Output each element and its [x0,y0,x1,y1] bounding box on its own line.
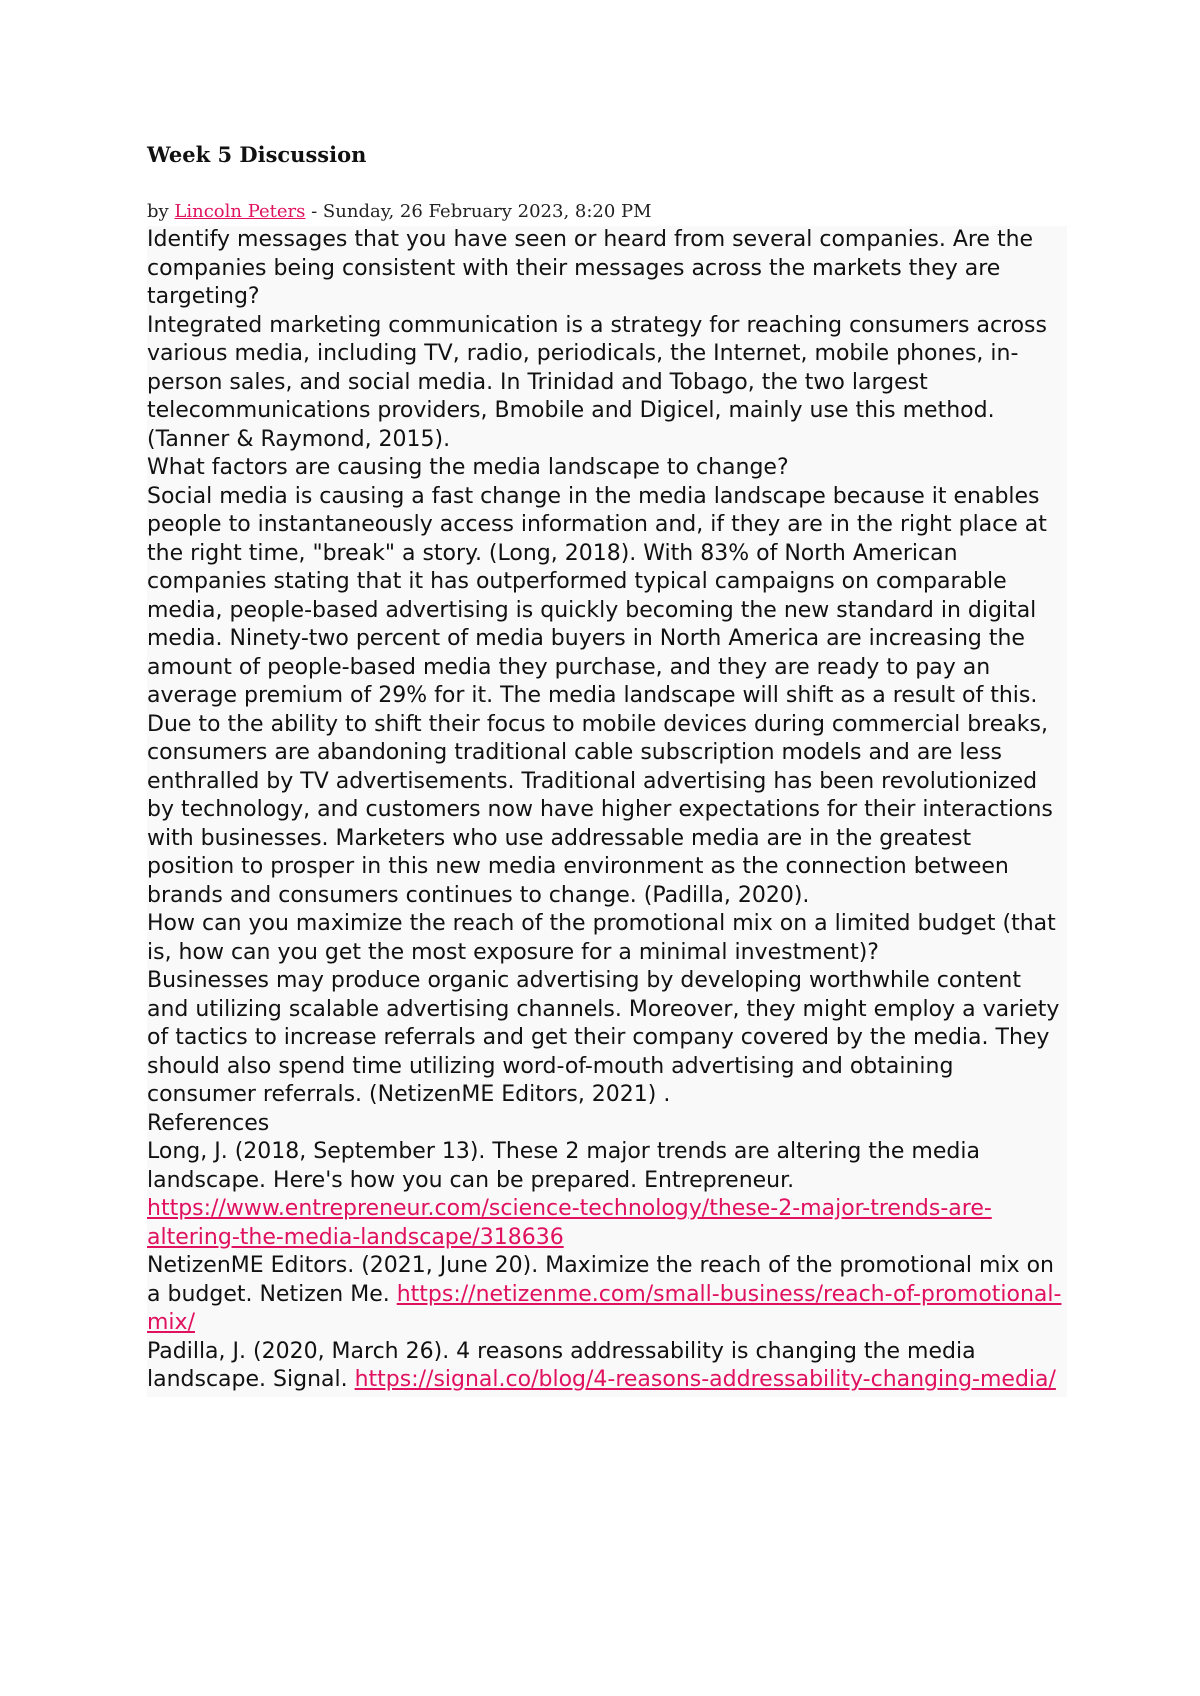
post-date: - Sunday, 26 February 2023, 8:20 PM [305,201,652,222]
reference-1-text: Long, J. (2018, September 13). These 2 major trends are altering the media landscape. Here's how you can be prepared. Entrepreneur. [147,1139,980,1193]
answer-2: Social media is causing a fast change in the media landscape because it enables people to instantaneously access information and, if they are in the right place at the right time, "break" a story. (Long, 2018). With 83% of North American companies stating that it has outperformed typical campaigns on comparable media, people-based advertising is quickly becoming the new standard in digital media. Ninety-two percent of media buyers in North America are increasing the amount of people-based media they purchase, and they are ready to pay an average premium of 29% for it. The media landscape will shift as a result of this. Due to the ability to shift their focus to mobile devices during commercial breaks, consumers are abandoning traditional cable subscription models and are less enthralled by TV advertisements. Traditional advertising has been revolutionized by technology, and customers now have higher expectations for their interactions with businesses. Marketers who use addressable media are in the greatest position to prosper in this new media environment as the connection between brands and consumers continues to change. (Padilla, 2020). [147,483,1053,908]
reference-3-text: Padilla, J. (2020, March 26). 4 reasons addressability is changing the media landscape. Signal. [147,1338,976,1392]
forum-post [147,140,1067,1397]
post-byline [147,198,1067,226]
reference-3-link[interactable]: https://signal.co/blog/4-reasons-addressability-changing-media/ [354,1367,1056,1392]
author-link[interactable]: Lincoln Peters [174,201,306,222]
reference-2 [147,1252,1063,1338]
reference-3 [147,1338,1063,1395]
reference-1-link[interactable]: https://www.entrepreneur.com/science-technology/these-2-major-trends-are-altering-the-media-landscape/318636 [147,1196,992,1250]
reference-2-link[interactable]: https://netizenme.com/small-business/reach-of-promotional-mix/ [147,1281,1062,1335]
answer-1: Integrated marketing communication is a strategy for reaching consumers across various media, including TV, radio, periodicals, the Internet, mobile phones, in-person sales, and social media. In Trinidad and Tobago, the two largest telecommunications providers, Bmobile and Digicel, mainly use this method. (Tanner & Raymond, 2015). [147,312,1047,452]
question-3: How can you maximize the reach of the promotional mix on a limited budget (that is, how can you get the most exposure for a minimal investment)? [147,911,1056,965]
question-1: Identify messages that you have seen or heard from several companies. Are the companies being consistent with their messages across the markets they are targeting? [147,227,1034,309]
byline-prefix: by [147,201,175,222]
question-2: What factors are causing the media landscape to change? [147,455,789,480]
post-body [147,226,1067,1397]
answer-3: Businesses may produce organic advertising by developing worthwhile content and utilizing scalable advertising channels. Moreover, they might employ a variety of tactics to increase referrals and get their company covered by the media. They should also spend time utilizing word-of-mouth advertising and obtaining consumer referrals. (NetizenME Editors, 2021) . [147,968,1060,1107]
references-heading: References [147,1110,270,1136]
reference-1 [147,1138,1063,1252]
reference-2-text: NetizenME Editors. (2021, June 20). Maximize the reach of the promotional mix on a budget. Netizen Me. [147,1253,1054,1307]
post-title: Week 5 Discussion [147,142,367,167]
